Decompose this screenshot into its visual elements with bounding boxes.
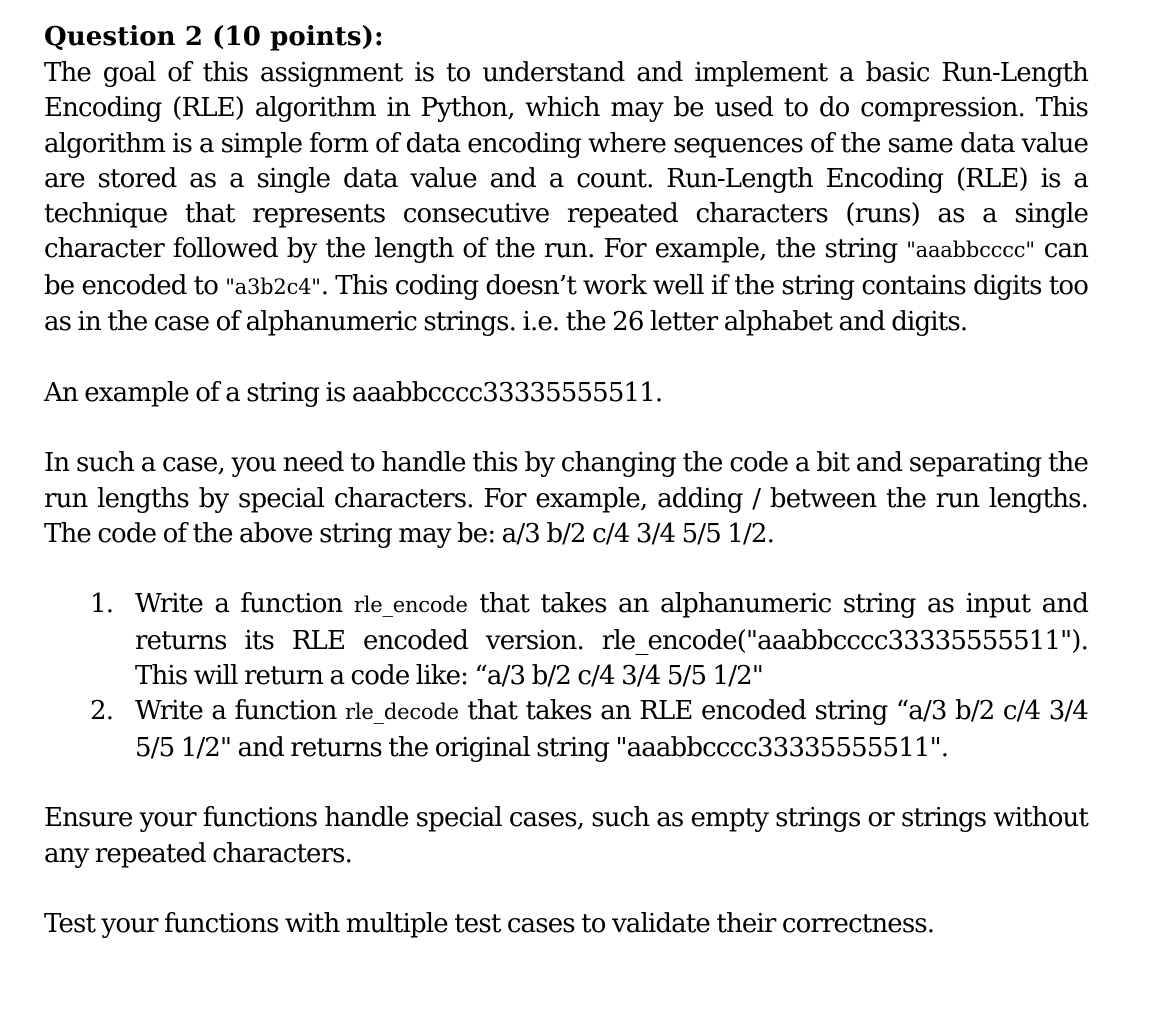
intro-text-2: can be encoded to xyxy=(44,234,1088,301)
example-paragraph: An example of a string is aaabbcccc33335555511. xyxy=(44,377,663,408)
handling-paragraph: In such a case, you need to handle this by changing the code a bit and separating the run lengths by special characters. For example, adding / between the run lengths. The code of the above string may be: a/3 b/2 c/4 3/4 5/5 1/2. xyxy=(44,448,1088,549)
task-suffix: that takes an alphanumeric string as input and returns its RLE encoded version. rle_encode("aaabbcccc33335555511"). This will return a code like: “a/3 b/2 c/4 3/4 5/5 1/2" xyxy=(135,589,1088,692)
intro-example-code: "a3b2c4" xyxy=(225,274,321,299)
task-function-name: rle_encode xyxy=(353,593,468,618)
intro-text-1: The goal of this assignment is to understand and implement a basic Run-Length Encoding (RLE) algorithm in Python, which may be used to do compression. This algorithm is a simple form of data encoding where sequences of the same data value are stored as a single data value and a count. Run-Length Encoding (RLE) is a technique that represents consecutive repeated characters (runs) as a single character followed by the length of the run. For example, the string xyxy=(44,58,1088,265)
task-function-name: rle_decode xyxy=(345,700,459,725)
task-number: 1. xyxy=(90,589,114,620)
testing-paragraph: Test your functions with multiple test cases to validate their correctness. xyxy=(44,909,935,940)
intro-text-3: . This coding doesn’t work well if the string contains digits too as in the case of alphanumeric strings. i.e. the 26 letter alphabet and digits. xyxy=(44,270,1088,338)
task-prefix: Write a function xyxy=(135,696,346,727)
special-cases-paragraph: Ensure your functions handle special cases, such as empty strings or strings without any repeated characters. xyxy=(44,803,1088,869)
intro-example-string: "aaabbcccc" xyxy=(906,238,1035,263)
document-page xyxy=(44,18,1088,942)
intro-paragraph xyxy=(44,56,1088,340)
task-list xyxy=(44,587,1088,765)
question-heading: Question 2 (10 points): xyxy=(44,22,384,52)
task-prefix: Write a function xyxy=(135,589,354,620)
task-item-decode xyxy=(44,694,1088,766)
task-number: 2. xyxy=(90,696,114,727)
task-item-encode xyxy=(44,587,1088,694)
task-suffix: that takes an RLE encoded string “a/3 b/2 c/4 3/4 5/5 1/2" and returns the original string "aaabbcccc33335555511". xyxy=(135,696,1088,763)
